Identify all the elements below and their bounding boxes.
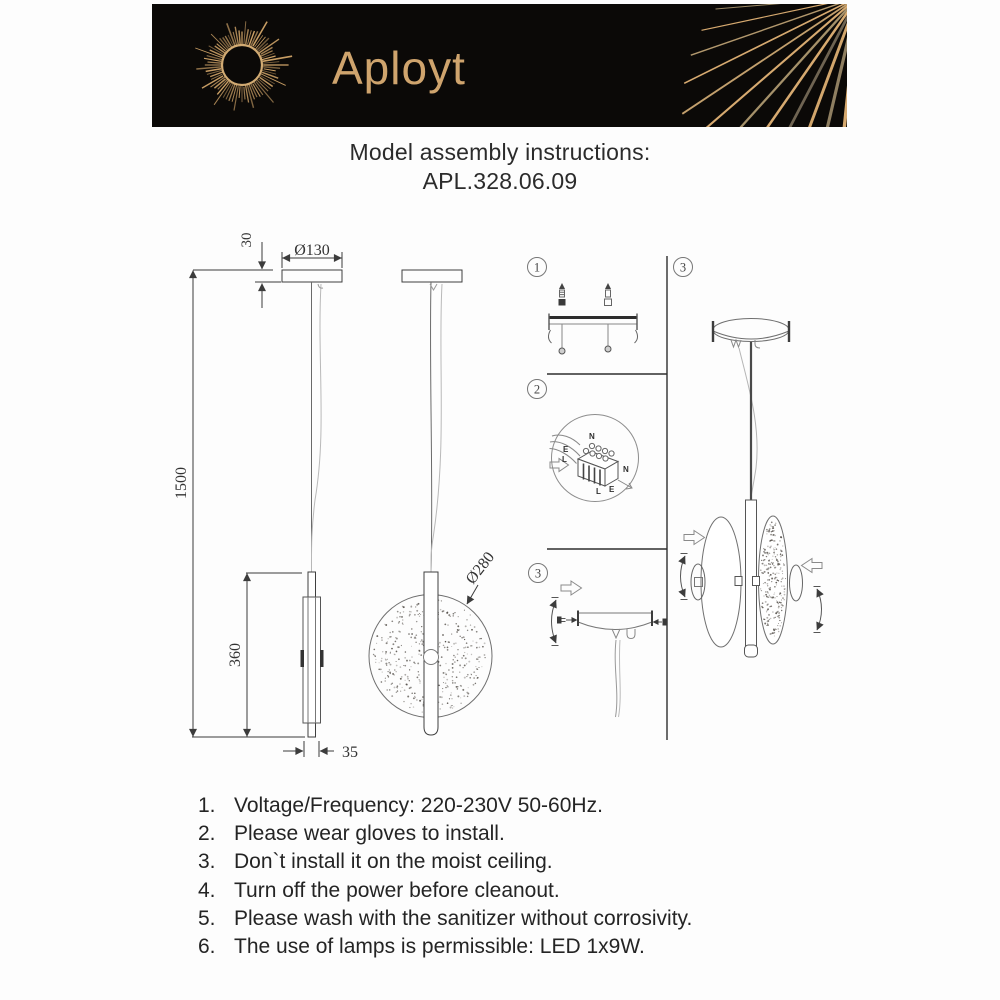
step-3-canopy-diagram (552, 581, 668, 717)
dim-canopy-height: 30 (239, 232, 255, 248)
instruction-number: 6. (198, 935, 216, 959)
step-2-number: 2 (533, 382, 541, 397)
brand-logo-text: Aployt (332, 42, 466, 94)
instruction-number: 2. (198, 822, 216, 846)
page-title: Model assembly instructions: (349, 139, 651, 165)
wire-label-l2: L (596, 487, 601, 496)
instruction-text: Please wear gloves to install. (234, 822, 505, 846)
instruction-text: Don`t install it on the moist ceiling. (234, 850, 553, 874)
arrow-right-icon (684, 531, 705, 545)
step-3-right-number: 3 (679, 260, 687, 275)
instruction-text: Please wash with the sanitizer without corrosivity. (234, 906, 693, 930)
step-1-bracket-diagram (548, 283, 637, 354)
instruction-number: 1. (198, 794, 216, 817)
rotate-arrow-icon (817, 589, 822, 630)
instruction-item (198, 933, 878, 961)
front-view-drawing (369, 270, 492, 735)
wire-label-l: L (562, 455, 567, 464)
instruction-number: 4. (198, 878, 216, 902)
rotate-arrow-icon (552, 600, 557, 643)
dimension-labels (173, 233, 498, 762)
instruction-item (198, 905, 878, 933)
instruction-text: Voltage/Frequency: 220-230V 50-60Hz. (234, 794, 603, 817)
instruction-item (198, 848, 878, 876)
model-number: APL.328.06.09 (422, 168, 578, 194)
instruction-item (198, 877, 878, 905)
rotate-arrow-icon (681, 556, 686, 597)
dim-bar-width: 35 (342, 744, 358, 761)
instruction-text: Turn off the power before cleanout. (234, 878, 560, 902)
instruction-number: 5. (198, 906, 216, 930)
instruction-item (198, 820, 878, 848)
side-view-drawing (282, 270, 342, 737)
dim-canopy-diameter: Ø130 (294, 242, 330, 259)
instruction-number: 3. (198, 850, 216, 874)
step-2-wiring-diagram (550, 415, 639, 502)
panel-dividers (547, 256, 667, 740)
arrow-left-icon (802, 559, 823, 573)
wire-label-n2: N (623, 465, 629, 474)
wire-label-n: N (589, 432, 595, 441)
dim-overall-height: 1500 (173, 467, 190, 499)
dim-disc-diameter: Ø280 (462, 548, 499, 588)
step-badges (528, 258, 693, 583)
step-3-assembly-diagram (681, 319, 823, 658)
wire-label-e: E (563, 445, 569, 454)
arrow-right-icon (561, 581, 582, 595)
dim-bar-length: 360 (227, 643, 244, 667)
step-1-number: 1 (533, 260, 541, 275)
wire-label-e2: E (609, 485, 615, 494)
instruction-list (198, 792, 878, 961)
instruction-item (198, 792, 878, 820)
instruction-text: The use of lamps is permissible: LED 1x9W. (234, 935, 645, 959)
step-3-number: 3 (534, 566, 542, 581)
